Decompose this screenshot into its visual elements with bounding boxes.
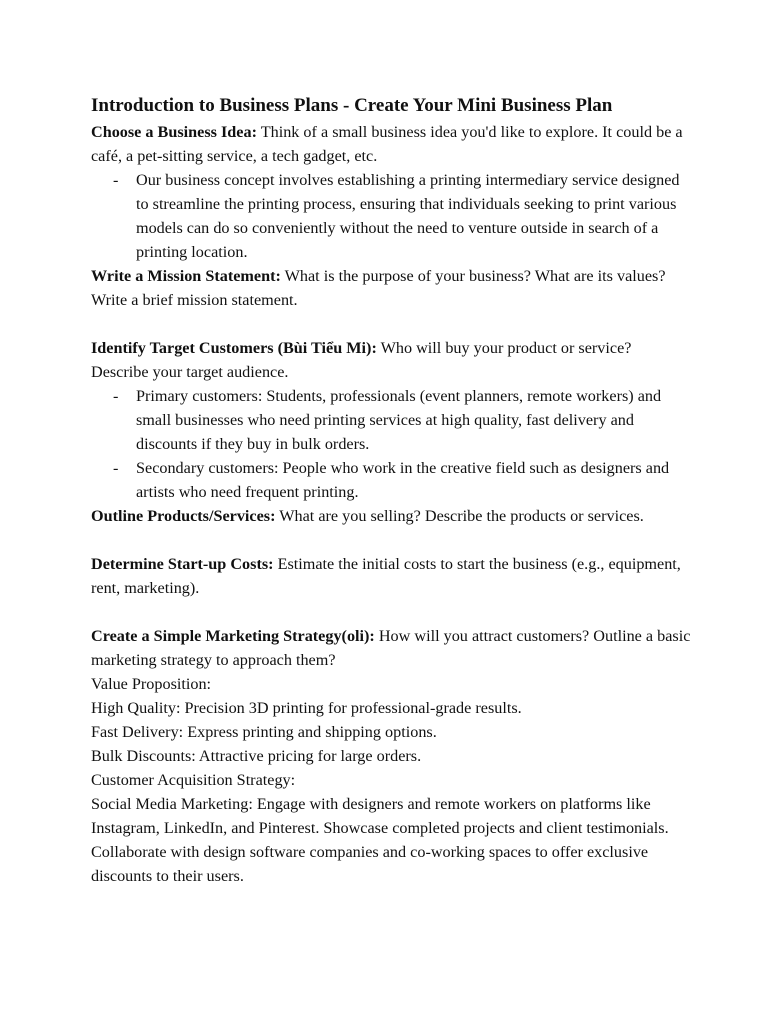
bullet-dash: -	[113, 459, 119, 477]
customers-bullet-secondary	[91, 456, 691, 504]
blank-line	[91, 528, 691, 552]
document-title: Introduction to Business Plans - Create Your Mini Business Plan	[91, 95, 613, 116]
costs-paragraph	[91, 552, 691, 600]
marketing-heading: Create a Simple Marketing Strategy(oli):	[91, 627, 375, 645]
costs-text: Estimate the initial costs to start the business (e.g., equipment, rent, marketing).	[91, 555, 681, 597]
business-idea-bullet	[91, 168, 691, 264]
products-paragraph	[91, 504, 691, 528]
marketing-line: Fast Delivery: Express printing and shipping options.	[91, 723, 437, 741]
products-heading: Outline Products/Services:	[91, 507, 276, 525]
business-idea-text: Think of a small business idea you'd like to explore. It could be a café, a pet-sitting service, a tech gadget, etc.	[91, 123, 683, 165]
marketing-line: Customer Acquisition Strategy:	[91, 771, 296, 789]
marketing-paragraph	[91, 624, 691, 672]
document-page	[91, 92, 691, 888]
customers-text: Who will buy your product or service? Describe your target audience.	[91, 339, 632, 381]
bullet-dash: -	[113, 387, 119, 405]
marketing-line: Value Proposition:	[91, 675, 212, 693]
customers-paragraph	[91, 336, 691, 384]
customers-bullet-primary	[91, 384, 691, 456]
marketing-line: Social Media Marketing: Engage with designers and remote workers on platforms like Instagram, LinkedIn, and Pinterest. Showcase completed projects and client testimonials.	[91, 795, 669, 837]
blank-line	[91, 600, 691, 624]
marketing-text: How will you attract customers? Outline a basic marketing strategy to approach them?	[91, 627, 691, 669]
marketing-line: Bulk Discounts: Attractive pricing for large orders.	[91, 747, 422, 765]
costs-heading: Determine Start-up Costs:	[91, 555, 274, 573]
business-idea-paragraph	[91, 120, 691, 168]
customers-heading: Identify Target Customers (Bùi Tiểu Mi):	[91, 339, 377, 357]
bullet-dash: -	[113, 171, 119, 189]
blank-line	[91, 312, 691, 336]
marketing-line: Collaborate with design software companies and co-working spaces to offer exclusive discounts to their users.	[91, 843, 649, 885]
customers-bullet-primary-text: Primary customers: Students, professionals (event planners, remote workers) and small businesses who need printing services at high quality, fast delivery and discounts if they buy in bulk orders.	[136, 387, 662, 453]
products-text: What are you selling? Describe the products or services.	[275, 507, 644, 525]
mission-text: What is the purpose of your business? What are its values? Write a brief mission statement.	[91, 267, 666, 309]
business-idea-heading: Choose a Business Idea:	[91, 123, 257, 141]
business-idea-bullet-text: Our business concept involves establishing a printing intermediary service designed to streamline the printing process, ensuring that individuals seeking to print various models can do so conveniently without the need to venture outside in search of a printing location.	[136, 171, 680, 261]
marketing-line: High Quality: Precision 3D printing for professional-grade results.	[91, 699, 522, 717]
customers-bullet-secondary-text: Secondary customers: People who work in the creative field such as designers and artists who need frequent printing.	[136, 459, 670, 501]
mission-paragraph	[91, 264, 691, 312]
mission-heading: Write a Mission Statement:	[91, 267, 281, 285]
